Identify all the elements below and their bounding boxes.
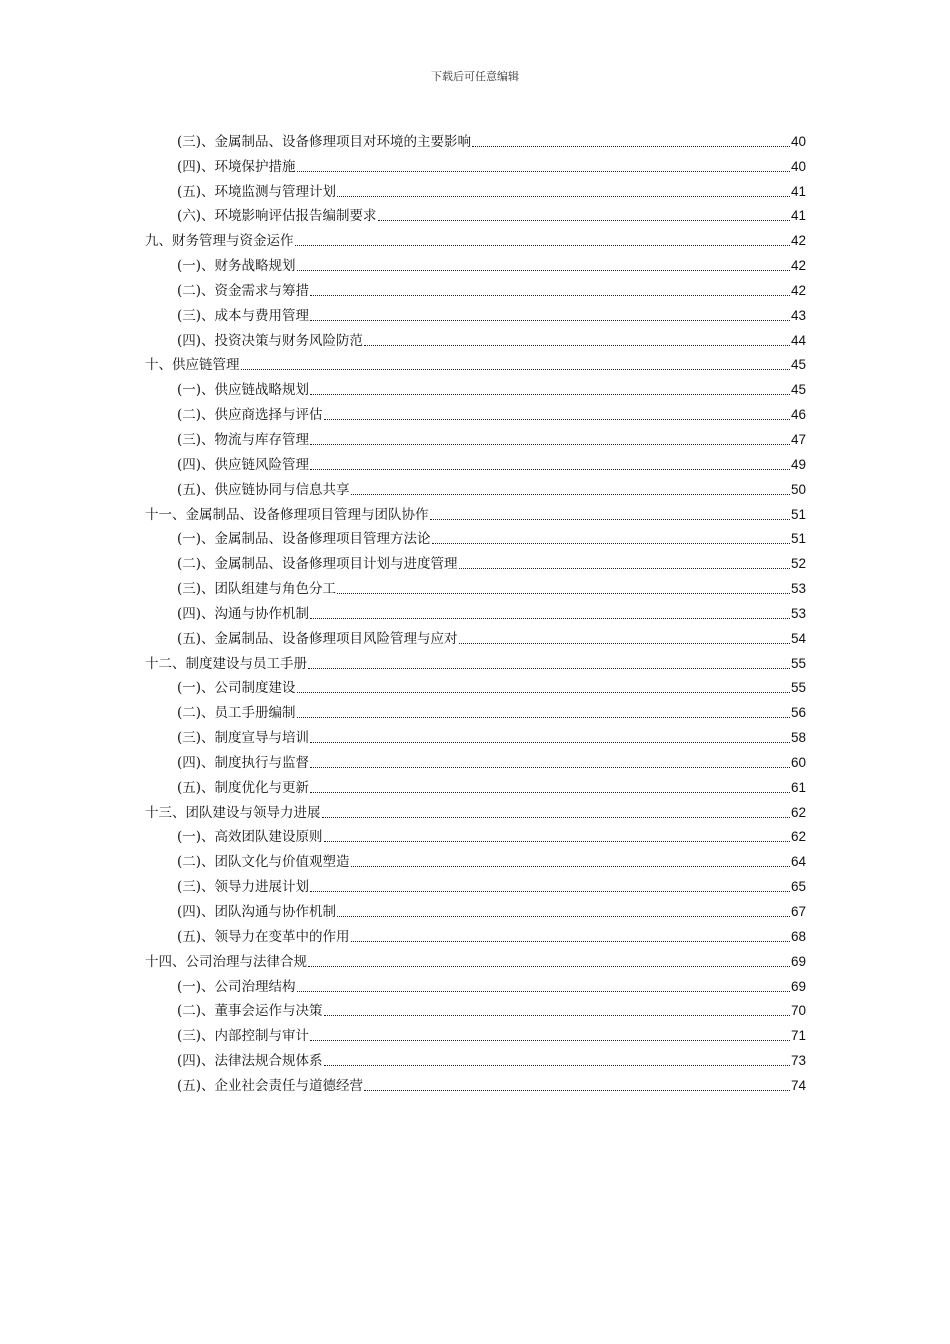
toc-entry-title: (一)、财务战略规划 xyxy=(177,258,296,275)
toc-section-entry[interactable] xyxy=(145,524,806,549)
toc-entry-page-number: 51 xyxy=(790,506,806,522)
toc-dot-leader xyxy=(308,668,790,669)
toc-entry-page-number: 54 xyxy=(790,630,806,646)
toc-entry-page-number: 62 xyxy=(790,804,806,820)
toc-entry-page-number: 68 xyxy=(790,928,806,944)
toc-dot-leader xyxy=(324,419,790,420)
toc-section-entry[interactable] xyxy=(145,399,806,424)
toc-section-entry[interactable] xyxy=(145,548,806,573)
toc-section-entry[interactable] xyxy=(145,1020,806,1045)
toc-entry-title: 十、供应链管理 xyxy=(145,357,240,374)
toc-section-entry[interactable] xyxy=(145,474,806,499)
toc-dot-leader xyxy=(308,966,790,967)
toc-dot-leader xyxy=(459,643,790,644)
toc-entry-page-number: 71 xyxy=(790,1028,806,1044)
toc-section-entry[interactable] xyxy=(145,772,806,797)
toc-entry-title: (五)、制度优化与更新 xyxy=(177,779,310,796)
toc-entry-page-number: 42 xyxy=(790,233,806,249)
toc-dot-leader xyxy=(351,494,790,495)
toc-entry-page-number: 61 xyxy=(790,779,806,795)
toc-dot-leader xyxy=(297,692,790,693)
toc-entry-title: (三)、领导力进展计划 xyxy=(177,879,310,896)
toc-entry-title: (二)、金属制品、设备修理项目计划与进度管理 xyxy=(177,556,458,573)
toc-entry-page-number: 64 xyxy=(790,854,806,870)
toc-entry-page-number: 41 xyxy=(790,208,806,224)
toc-dot-leader xyxy=(310,891,790,892)
table-of-contents xyxy=(145,126,806,1095)
toc-chapter-entry[interactable] xyxy=(145,350,806,375)
toc-dot-leader xyxy=(324,841,790,842)
toc-entry-page-number: 73 xyxy=(790,1053,806,1069)
toc-entry-title: (四)、环境保护措施 xyxy=(177,158,296,175)
toc-entry-page-number: 41 xyxy=(790,183,806,199)
toc-section-entry[interactable] xyxy=(145,623,806,648)
toc-entry-page-number: 65 xyxy=(790,879,806,895)
toc-entry-page-number: 53 xyxy=(790,605,806,621)
toc-entry-page-number: 62 xyxy=(790,829,806,845)
toc-section-entry[interactable] xyxy=(145,449,806,474)
toc-dot-leader xyxy=(337,196,790,197)
toc-dot-leader xyxy=(378,220,790,221)
toc-section-entry[interactable] xyxy=(145,424,806,449)
toc-entry-title: (五)、企业社会责任与道德经营 xyxy=(177,1077,364,1094)
toc-dot-leader xyxy=(297,270,790,271)
toc-dot-leader xyxy=(310,767,790,768)
toc-section-entry[interactable] xyxy=(145,201,806,226)
toc-entry-page-number: 43 xyxy=(790,307,806,323)
toc-entry-title: (一)、金属制品、设备修理项目管理方法论 xyxy=(177,531,431,548)
toc-entry-title: (三)、金属制品、设备修理项目对环境的主要影响 xyxy=(177,133,472,150)
toc-dot-leader xyxy=(310,618,790,619)
toc-dot-leader xyxy=(310,320,790,321)
toc-entry-title: 十四、公司治理与法律合规 xyxy=(145,953,307,970)
toc-dot-leader xyxy=(295,245,790,246)
toc-dot-leader xyxy=(430,519,790,520)
toc-entry-page-number: 69 xyxy=(790,953,806,969)
toc-entry-page-number: 51 xyxy=(790,531,806,547)
toc-entry-title: (四)、团队沟通与协作机制 xyxy=(177,904,337,920)
toc-dot-leader xyxy=(297,171,790,172)
toc-section-entry[interactable] xyxy=(145,1070,806,1095)
toc-entry-page-number: 42 xyxy=(790,282,806,298)
toc-dot-leader xyxy=(310,469,790,470)
toc-entry-title: 十二、制度建设与员工手册 xyxy=(145,655,307,672)
toc-dot-leader xyxy=(297,991,790,992)
toc-entry-page-number: 44 xyxy=(790,332,806,348)
toc-section-entry[interactable] xyxy=(145,822,806,847)
toc-entry-title: 十三、团队建设与领导力进展 xyxy=(145,804,321,821)
toc-entry-title: (三)、内部控制与审计 xyxy=(177,1028,310,1045)
toc-section-entry[interactable] xyxy=(145,1045,806,1070)
toc-section-entry[interactable] xyxy=(145,275,806,300)
toc-entry-title: (二)、团队文化与价值观塑造 xyxy=(177,854,350,871)
toc-entry-title: 九、财务管理与资金运作 xyxy=(145,233,294,250)
toc-entry-title: (二)、董事会运作与决策 xyxy=(177,1003,323,1020)
toc-chapter-entry[interactable] xyxy=(145,797,806,822)
toc-dot-leader xyxy=(472,146,790,147)
toc-entry-page-number: 46 xyxy=(790,407,806,423)
toc-entry-page-number: 56 xyxy=(790,705,806,721)
toc-dot-leader xyxy=(310,742,790,743)
toc-entry-title: (二)、资金需求与筹措 xyxy=(177,282,310,299)
toc-chapter-entry[interactable] xyxy=(145,946,806,971)
toc-entry-page-number: 74 xyxy=(790,1077,806,1093)
toc-entry-title: (一)、公司治理结构 xyxy=(177,978,296,995)
toc-dot-leader xyxy=(310,394,790,395)
toc-entry-title: (五)、领导力在变革中的作用 xyxy=(177,928,350,945)
toc-section-entry[interactable] xyxy=(145,896,806,921)
toc-section-entry[interactable] xyxy=(145,598,806,623)
toc-chapter-entry[interactable] xyxy=(145,225,806,250)
toc-entry-title: (一)、供应链战略规划 xyxy=(177,382,310,399)
toc-dot-leader xyxy=(459,568,790,569)
toc-dot-leader xyxy=(322,817,790,818)
toc-entry-page-number: 60 xyxy=(790,754,806,770)
toc-entry-title: (六)、环境影响评估报告编制要求 xyxy=(177,208,377,225)
toc-section-entry[interactable] xyxy=(145,176,806,201)
toc-dot-leader xyxy=(324,1015,790,1016)
toc-dot-leader xyxy=(241,369,790,370)
toc-entry-title: (五)、供应链协同与信息共享 xyxy=(177,481,350,498)
toc-entry-page-number: 70 xyxy=(790,1003,806,1019)
toc-entry-title: (四)、供应链风险管理 xyxy=(177,456,310,473)
toc-dot-leader xyxy=(337,593,790,594)
toc-entry-title: (二)、员工手册编制 xyxy=(177,705,296,722)
toc-entry-title: (三)、成本与费用管理 xyxy=(177,307,310,324)
toc-entry-title: (四)、投资决策与财务风险防范 xyxy=(177,332,364,349)
toc-section-entry[interactable] xyxy=(145,697,806,722)
toc-dot-leader xyxy=(364,1090,790,1091)
toc-dot-leader xyxy=(310,295,790,296)
toc-section-entry[interactable] xyxy=(145,996,806,1021)
toc-entry-title: (一)、高效团队建设原则 xyxy=(177,829,323,846)
toc-entry-title: (三)、团队组建与角色分工 xyxy=(177,581,337,598)
toc-entry-page-number: 53 xyxy=(790,581,806,597)
toc-entry-page-number: 40 xyxy=(790,133,806,149)
toc-entry-title: (五)、环境监测与管理计划 xyxy=(177,183,337,200)
toc-entry-title: (三)、物流与库存管理 xyxy=(177,431,310,448)
toc-dot-leader xyxy=(337,916,790,917)
toc-section-entry[interactable] xyxy=(145,151,806,176)
toc-dot-leader xyxy=(351,941,790,942)
toc-entry-page-number: 49 xyxy=(790,456,806,472)
toc-section-entry[interactable] xyxy=(145,871,806,896)
toc-section-entry[interactable] xyxy=(145,747,806,772)
toc-entry-title: 十一、金属制品、设备修理项目管理与团队协作 xyxy=(145,506,429,523)
toc-dot-leader xyxy=(297,717,790,718)
toc-dot-leader xyxy=(364,345,790,346)
toc-entry-title: (四)、制度执行与监督 xyxy=(177,754,310,771)
toc-entry-page-number: 55 xyxy=(790,680,806,696)
toc-entry-page-number: 58 xyxy=(790,730,806,746)
toc-chapter-entry[interactable] xyxy=(145,499,806,524)
toc-entry-title: (四)、沟通与协作机制 xyxy=(177,605,310,622)
toc-section-entry[interactable] xyxy=(145,573,806,598)
toc-section-entry[interactable] xyxy=(145,846,806,871)
toc-dot-leader xyxy=(324,1065,790,1066)
toc-entry-title: (三)、制度宣导与培训 xyxy=(177,730,310,747)
toc-section-entry[interactable] xyxy=(145,126,806,151)
toc-dot-leader xyxy=(351,866,790,867)
toc-entry-page-number: 45 xyxy=(790,357,806,373)
toc-entry-page-number: 55 xyxy=(790,655,806,671)
toc-section-entry[interactable] xyxy=(145,250,806,275)
toc-dot-leader xyxy=(310,792,790,793)
toc-dot-leader xyxy=(310,1040,790,1041)
toc-entry-page-number: 40 xyxy=(790,158,806,174)
toc-section-entry[interactable] xyxy=(145,971,806,996)
toc-entry-page-number: 67 xyxy=(790,904,806,919)
toc-section-entry[interactable] xyxy=(145,921,806,946)
page-header: 下载后可任意编辑 xyxy=(431,70,519,83)
toc-section-entry[interactable] xyxy=(145,673,806,698)
toc-entry-title: (四)、法律法规合规体系 xyxy=(177,1053,323,1070)
toc-dot-leader xyxy=(432,543,790,544)
toc-section-entry[interactable] xyxy=(145,325,806,350)
toc-entry-page-number: 52 xyxy=(790,556,806,572)
toc-entry-page-number: 47 xyxy=(790,431,806,447)
toc-entry-page-number: 69 xyxy=(790,978,806,994)
toc-section-entry[interactable] xyxy=(145,300,806,325)
toc-dot-leader xyxy=(310,444,790,445)
toc-section-entry[interactable] xyxy=(145,722,806,747)
toc-entry-title: (五)、金属制品、设备修理项目风险管理与应对 xyxy=(177,630,458,647)
toc-entry-page-number: 42 xyxy=(790,258,806,274)
toc-section-entry[interactable] xyxy=(145,374,806,399)
toc-entry-page-number: 45 xyxy=(790,382,806,398)
toc-entry-page-number: 50 xyxy=(790,481,806,497)
toc-chapter-entry[interactable] xyxy=(145,648,806,673)
toc-entry-title: (一)、公司制度建设 xyxy=(177,680,296,697)
toc-entry-title: (二)、供应商选择与评估 xyxy=(177,407,323,424)
